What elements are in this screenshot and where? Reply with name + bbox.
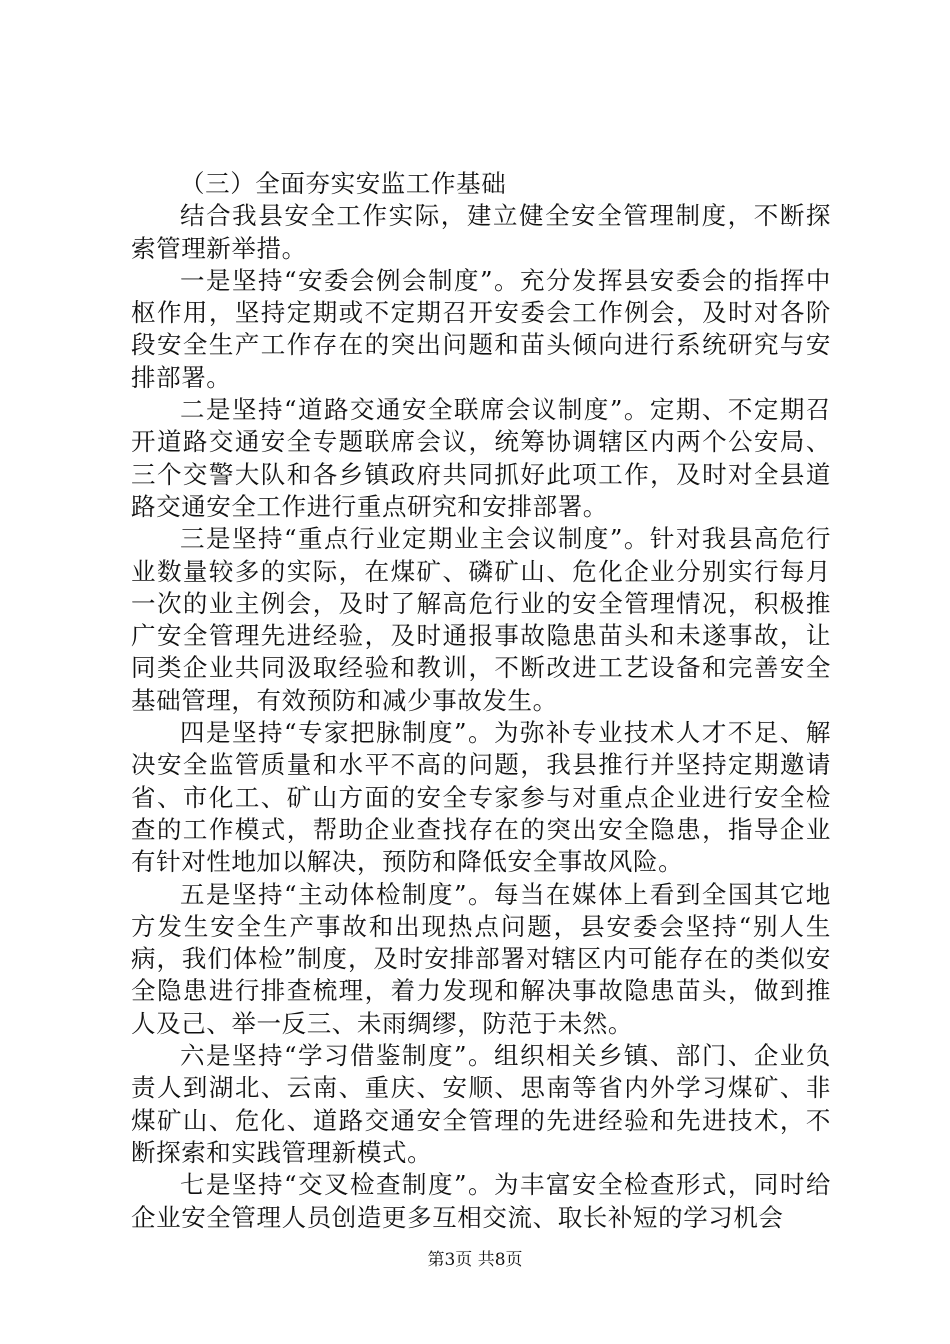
paragraph-item-1: 一是坚持“安委会例会制度”。充分发挥县安委会的指挥中枢作用，坚持定期或不定期召开安委会工作例会，及时对各阶段安全生产工作存在的突出问题和苗头倾向进行系统研究与安排部署。 <box>131 265 831 392</box>
paragraph-item-3: 三是坚持“重点行业定期业主会议制度”。针对我县高危行业数量较多的实际，在煤矿、磷矿山、危化企业分别实行每月一次的业主例会，及时了解高危行业的安全管理情况，积极推广安全管理先进经验，及时通报事故隐患苗头和未遂事故，让同类企业共同汲取经验和教训，不断改进工艺设备和完善安全基础管理，有效预防和减少事故发生。 <box>131 524 831 715</box>
page-number-footer: 第3页 共8页 <box>427 1250 523 1270</box>
section-heading: （三）全面夯实安监工作基础 <box>180 169 507 198</box>
paragraph-item-4: 四是坚持“专家把脉制度”。为弥补专业技术人才不足、解决安全监管质量和水平不高的问题，我县推行并坚持定期邀请省、市化工、矿山方面的安全专家参与对重点企业进行安全检查的工作模式，帮助企业查找存在的突出安全隐患，指导企业有针对性地加以解决，预防和降低安全事故风险。 <box>131 718 831 877</box>
paragraph-item-6: 六是坚持“学习借鉴制度”。组织相关乡镇、部门、企业负责人到湖北、云南、重庆、安顺、思南等省内外学习煤矿、非煤矿山、危化、道路交通安全管理的先进经验和先进技术，不断探索和实践管理新模式。 <box>131 1041 831 1167</box>
paragraph-intro: 结合我县安全工作实际，建立健全安全管理制度，不断探索管理新举措。 <box>131 201 831 263</box>
paragraph-item-2: 二是坚持“道路交通安全联席会议制度”。定期、不定期召开道路交通安全专题联席会议，统筹协调辖区内两个公安局、三个交警大队和各乡镇政府共同抓好此项工作，及时对全县道路交通安全工作进行重点研究和安排部署。 <box>131 395 831 521</box>
document-body <box>131 168 831 1234</box>
paragraph-item-5: 五是坚持“主动体检制度”。每当在媒体上看到全国其它地方发生安全生产事故和出现热点问题，县安委会坚持“别人生病，我们体检”制度，及时安排部署对辖区内可能存在的类似安全隐患进行排查梳理，着力发现和解决事故隐患苗头，做到推人及己、举一反三、未雨绸缪，防范于未然。 <box>131 879 831 1038</box>
paragraph-item-7: 七是坚持“交叉检查制度”。为丰富安全检查形式，同时给企业安全管理人员创造更多互相交流、取长补短的学习机会 <box>131 1170 831 1232</box>
